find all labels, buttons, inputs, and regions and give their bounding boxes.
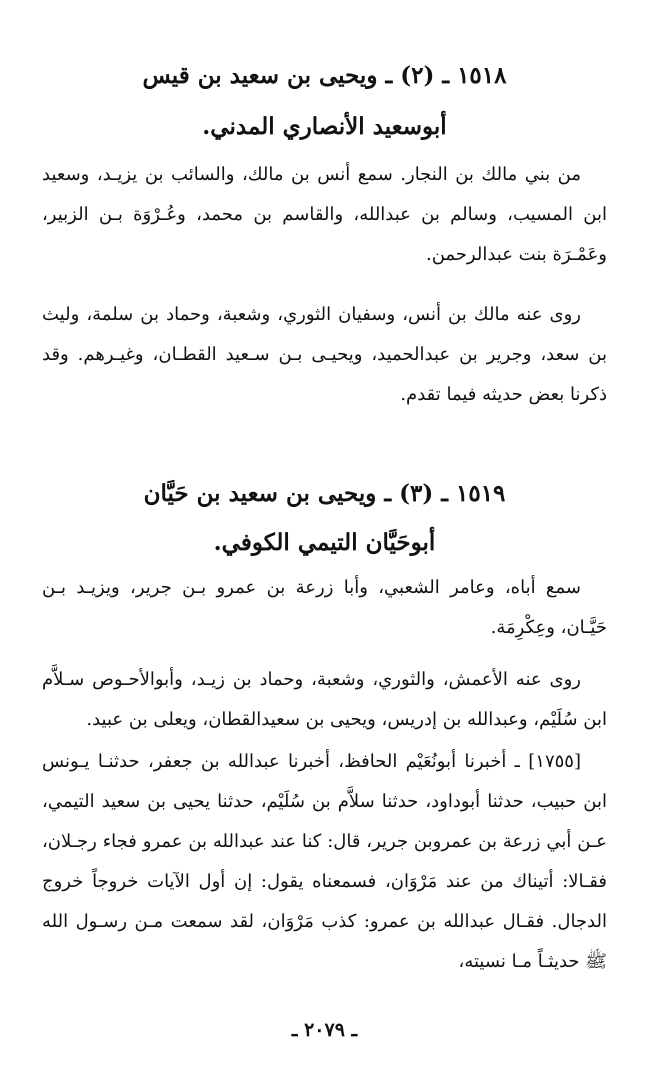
entry-kunya: أبوسعيد الأنصاري المدني. (202, 113, 447, 140)
paragraph: من بني مالك بن النجار. سمع أنس بن مالك، والسائب بن يزيـد، وسعيد ابن المسيب، وسالم بن عبدالله، والقاسم بن محمد، وعُـرْوَة بـن الزبير، وعَمْـرَة بنت عبدالرحمن. (42, 164, 607, 265)
entry-1519-kunya-block (42, 527, 607, 559)
document-page (42, 0, 607, 1080)
hadith-paragraph: [١٧٥٥] ـ أخبرنا أبونُعَيْم الحافظ، أخبرنا عبدالله بن جعفر، حدثنـا يـونس ابن حبيب، حدثنا أبوداود، حدثنا سلاَّم بن سُلَيْم، حدثنا يحيى بن سعيد التيمي، عـن أبي زرعة بن عمروبن جرير، قال: كنا عند عبدالله بن عمرو فجاء رجـلان، فقـالا: أتيناك من عند مَرْوَان، فسمعناه يقول: إن أول الآيات خروجاً خروج الدجال. فقـال عبدالله بن عمرو: كذب مَرْوَان، لقد سمعت مـن رسـول الله ﷺ حديثـاً مـا نسيته، (42, 751, 607, 972)
entry-1519-para-1-block (42, 568, 607, 648)
entry-title: ١٥١٨ ـ (٢) ـ ويحيى بن سعيد بن قيس (142, 62, 507, 89)
entry-kunya: أبوحَيَّان التيمي الكوفي. (213, 529, 436, 556)
paragraph: سمع أباه، وعامر الشعبي، وأبا زرعة بن عمرو بـن جرير، ويزيـد بـن حَيَّـان، وعِكْرِمَة. (42, 577, 607, 638)
paragraph: روى عنه مالك بن أنس، وسفيان الثوري، وشعبة، وحماد بن سلمة، وليث بن سعد، وجرير بن عبدالحميد، ويحيـى بـن سـعيد القطـان، وغيـرهم. وقد ذكرنا بعض حديثه فيما تقدم. (42, 304, 607, 405)
entry-1519-para-2-block (42, 660, 607, 740)
entry-1519 (42, 478, 607, 510)
entry-1519-para-3-block (42, 742, 607, 982)
entry-1518-para-1-block (42, 155, 607, 275)
page-number: ـ ٢٠٧٩ ـ (291, 1019, 358, 1041)
entry-title: ١٥١٩ ـ (٣) ـ ويحيى بن سعيد بن حَيَّان (143, 480, 506, 507)
entry-1518-kunya-block (42, 111, 607, 143)
entry-1518 (42, 60, 607, 92)
paragraph: روى عنه الأعمش، والثوري، وشعبة، وحماد بن زيـد، وأبوالأحـوص سـلاَّم ابن سُلَيْم، وعبدالله بن إدريس، ويحيى بن سعيدالقطان، ويعلى بن عبيد. (42, 669, 607, 730)
entry-1518-para-2-block (42, 295, 607, 415)
